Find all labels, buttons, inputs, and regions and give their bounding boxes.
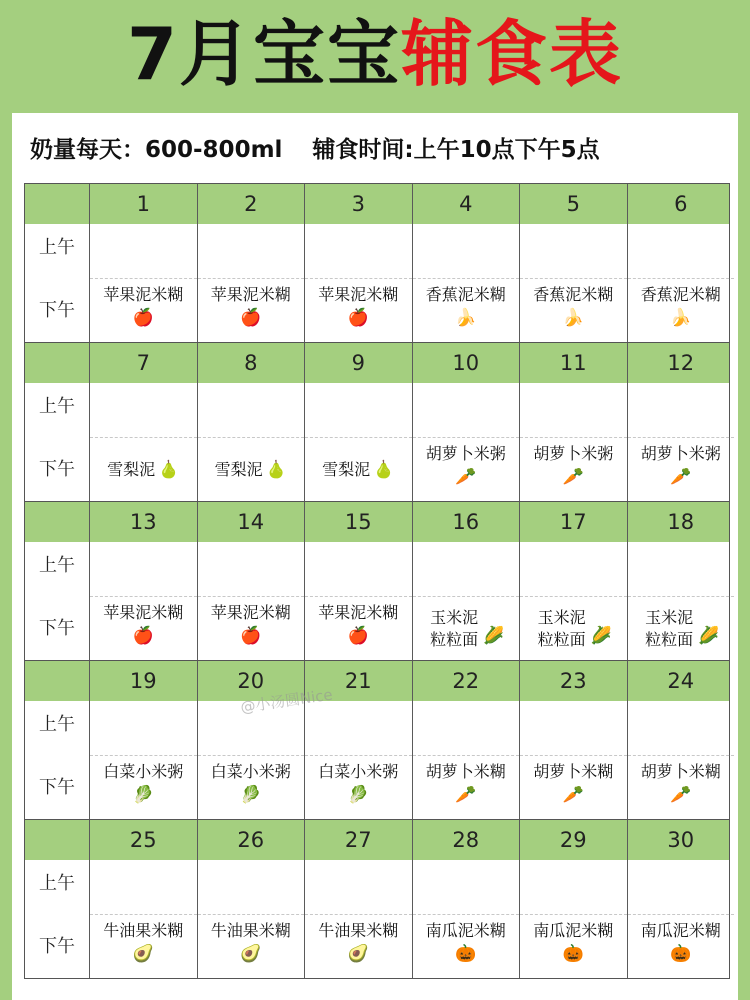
morning-meal (90, 860, 197, 915)
afternoon-meal (305, 756, 412, 819)
day-number: 22 (413, 661, 521, 701)
food-icon: 🥬 (240, 785, 262, 805)
food-icon: 🥑 (240, 944, 262, 964)
afternoon-meal (305, 438, 412, 501)
day-number: 6 (674, 192, 688, 216)
week-meals-row (25, 542, 729, 660)
week-meals-row (25, 224, 729, 342)
label-morning: 上午 (39, 873, 75, 894)
food-icon: 🥕 (562, 785, 584, 805)
afternoon-meal-text: 香蕉泥米糊 (533, 285, 614, 304)
label-morning: 上午 (39, 396, 75, 417)
afternoon-meal (198, 597, 305, 660)
morning-meal (628, 542, 735, 597)
day-column (628, 701, 735, 819)
week-meals-row (25, 383, 729, 501)
day-number: 3 (305, 184, 413, 224)
day-number: 26 (198, 820, 306, 860)
food-icon: 🍌 (670, 308, 692, 328)
day-column (628, 860, 735, 978)
food-icon: 🥕 (455, 785, 477, 805)
label-morning: 上午 (39, 555, 75, 576)
day-column (305, 383, 413, 501)
day-column (198, 542, 306, 660)
food-icon: 🍐 (373, 459, 395, 480)
food-icon: 🥕 (455, 467, 477, 487)
afternoon-meal-text: 胡萝卜米糊 (533, 762, 614, 781)
morning-meal (628, 701, 735, 756)
afternoon-meal (413, 915, 520, 978)
afternoon-meal-text: 苹果泥米糊 (318, 285, 399, 304)
afternoon-meal-text: 胡萝卜米粥 (425, 444, 506, 463)
morning-meal (413, 542, 520, 597)
day-column (520, 383, 628, 501)
morning-meal (90, 224, 197, 279)
label-afternoon: 下午 (39, 300, 75, 321)
time-labels (25, 701, 90, 819)
food-icon: 🍎 (132, 626, 154, 646)
afternoon-meal-text: 南瓜泥米糊 (640, 921, 721, 940)
morning-meal (413, 701, 520, 756)
morning-meal (413, 224, 520, 279)
week-meals-row (25, 701, 729, 819)
day-number: 2 (198, 184, 306, 224)
day-number: 7 (90, 343, 198, 383)
label-morning: 上午 (39, 237, 75, 258)
morning-meal (628, 224, 735, 279)
morning-meal (413, 860, 520, 915)
afternoon-meal-text: 胡萝卜米糊 (425, 762, 506, 781)
day-column (90, 701, 198, 819)
afternoon-meal (198, 279, 305, 342)
day-number: 1 (90, 184, 198, 224)
day-number: 9 (305, 343, 413, 383)
food-icon: 🌽 (590, 625, 612, 646)
food-icon: 🍌 (455, 308, 477, 328)
afternoon-meal (198, 915, 305, 978)
food-icon: 🎃 (455, 944, 477, 964)
morning-meal (305, 701, 412, 756)
morning-meal (198, 860, 305, 915)
afternoon-meal (90, 756, 197, 819)
food-icon: 🥬 (347, 785, 369, 805)
day-number: 29 (520, 820, 628, 860)
watermark: @小汤圆Nice (239, 685, 334, 717)
header-corner (25, 661, 90, 701)
day-number: 24 (667, 669, 695, 693)
afternoon-meal (90, 438, 197, 501)
title-part-table: 辅食表 (401, 12, 624, 96)
afternoon-meal (198, 756, 305, 819)
label-afternoon: 下午 (39, 459, 75, 480)
header-corner (25, 820, 90, 860)
morning-meal (628, 383, 735, 438)
day-column (628, 542, 735, 660)
time-labels (25, 860, 90, 978)
food-icon: 🌽 (483, 625, 505, 646)
week-header-row (25, 184, 729, 224)
day-column (520, 542, 628, 660)
week-block (25, 820, 729, 979)
time-labels (25, 542, 90, 660)
day-number: 28 (413, 820, 521, 860)
meal-calendar-grid (24, 183, 730, 979)
food-icon: 🥑 (347, 944, 369, 964)
day-column (198, 383, 306, 501)
day-number: 15 (305, 502, 413, 542)
morning-meal (520, 542, 627, 597)
day-column (413, 701, 521, 819)
afternoon-meal (520, 915, 627, 978)
day-number: 16 (413, 502, 521, 542)
day-column (413, 383, 521, 501)
food-icon: 🥑 (132, 944, 154, 964)
day-number: 13 (90, 502, 198, 542)
afternoon-meal-text: 南瓜泥米糊 (425, 921, 506, 940)
food-icon: 🍎 (240, 308, 262, 328)
food-icon: 🥕 (670, 467, 692, 487)
day-number: 19 (90, 661, 198, 701)
afternoon-meal-text: 胡萝卜米粥 (640, 444, 721, 463)
afternoon-meal-text: 胡萝卜米粥 (533, 444, 614, 463)
afternoon-meal-text: 苹果泥米糊 (210, 603, 291, 622)
day-number: 18 (667, 510, 695, 534)
afternoon-meal (198, 438, 305, 501)
afternoon-meal-text: 香蕉泥米糊 (640, 285, 721, 304)
afternoon-meal (520, 756, 627, 819)
day-column (628, 383, 735, 501)
day-column (90, 224, 198, 342)
food-icon: 🍎 (132, 308, 154, 328)
morning-meal (520, 383, 627, 438)
day-number: 17 (520, 502, 628, 542)
food-icon: 🥬 (132, 785, 154, 805)
afternoon-meal-text: 苹果泥米糊 (103, 603, 184, 622)
week-block (25, 661, 729, 820)
milk-amount-text: 奶量每天：600-800ml (30, 137, 283, 163)
food-icon: 🥕 (562, 467, 584, 487)
afternoon-meal (628, 279, 735, 342)
food-icon: 🥕 (670, 785, 692, 805)
title-part-month: 7月宝宝 (126, 12, 402, 96)
afternoon-meal-text: 雪梨泥 (214, 459, 263, 479)
day-number: 12 (667, 351, 695, 375)
time-labels (25, 224, 90, 342)
afternoon-meal (628, 756, 735, 819)
feeding-time-text: 辅食时间:上午10点下午5点 (312, 137, 600, 163)
afternoon-meal (305, 597, 412, 660)
day-number: 8 (198, 343, 306, 383)
day-number: 11 (520, 343, 628, 383)
afternoon-meal (520, 279, 627, 342)
morning-meal (520, 224, 627, 279)
label-afternoon: 下午 (39, 936, 75, 957)
afternoon-meal-text: 玉米泥粒粒面 (430, 607, 479, 649)
day-number: 10 (413, 343, 521, 383)
day-column (198, 224, 306, 342)
day-column (90, 383, 198, 501)
day-column (305, 542, 413, 660)
day-column (520, 224, 628, 342)
food-icon: 🍐 (158, 459, 180, 480)
afternoon-meal (628, 438, 735, 501)
afternoon-meal-text: 玉米泥粒粒面 (537, 607, 586, 649)
week-header-row (25, 820, 729, 860)
afternoon-meal-text: 牛油果米糊 (103, 921, 184, 940)
header-corner (25, 502, 90, 542)
morning-meal (413, 383, 520, 438)
day-column (413, 860, 521, 978)
food-icon: 🍌 (562, 308, 584, 328)
morning-meal (520, 860, 627, 915)
food-icon: 🍎 (240, 626, 262, 646)
morning-meal (305, 860, 412, 915)
afternoon-meal-text: 胡萝卜米糊 (640, 762, 721, 781)
afternoon-meal (628, 597, 735, 660)
day-number: 21 (305, 661, 413, 701)
week-header-row (25, 502, 729, 542)
day-column (305, 860, 413, 978)
morning-meal (628, 860, 735, 915)
day-number: 5 (520, 184, 628, 224)
morning-meal (90, 383, 197, 438)
food-icon: 🍎 (347, 626, 369, 646)
day-column (305, 224, 413, 342)
day-column (413, 542, 521, 660)
day-column (90, 860, 198, 978)
morning-meal (198, 542, 305, 597)
afternoon-meal-text: 南瓜泥米糊 (533, 921, 614, 940)
week-block (25, 184, 729, 343)
morning-meal (305, 224, 412, 279)
day-number: 30 (667, 828, 695, 852)
food-icon: 🍎 (347, 308, 369, 328)
week-header-row (25, 343, 729, 383)
day-column (198, 860, 306, 978)
afternoon-meal (413, 438, 520, 501)
afternoon-meal-text: 苹果泥米糊 (103, 285, 184, 304)
morning-meal (198, 224, 305, 279)
morning-meal (90, 542, 197, 597)
morning-meal (198, 383, 305, 438)
week-header-row (25, 661, 729, 701)
day-column (90, 542, 198, 660)
day-number: 4 (413, 184, 521, 224)
day-column (305, 701, 413, 819)
day-column (628, 224, 735, 342)
morning-meal (520, 701, 627, 756)
afternoon-meal (628, 915, 735, 978)
afternoon-meal (520, 438, 627, 501)
food-icon: 🎃 (670, 944, 692, 964)
afternoon-meal (413, 279, 520, 342)
afternoon-meal (413, 597, 520, 660)
morning-meal (305, 542, 412, 597)
morning-meal (90, 701, 197, 756)
afternoon-meal-text: 牛油果米糊 (210, 921, 291, 940)
afternoon-meal-text: 牛油果米糊 (318, 921, 399, 940)
label-morning: 上午 (39, 714, 75, 735)
food-icon: 🌽 (698, 625, 720, 646)
afternoon-meal-text: 白菜小米粥 (318, 762, 399, 781)
week-block (25, 343, 729, 502)
afternoon-meal (90, 915, 197, 978)
afternoon-meal (90, 279, 197, 342)
afternoon-meal (413, 756, 520, 819)
afternoon-meal-text: 雪梨泥 (322, 459, 371, 479)
afternoon-meal-text: 玉米泥粒粒面 (645, 607, 694, 649)
afternoon-meal (520, 597, 627, 660)
week-meals-row (25, 860, 729, 978)
afternoon-meal-text: 香蕉泥米糊 (425, 285, 506, 304)
label-afternoon: 下午 (39, 618, 75, 639)
day-column (520, 860, 628, 978)
label-afternoon: 下午 (39, 777, 75, 798)
header-corner (25, 184, 90, 224)
day-number: 23 (520, 661, 628, 701)
subtitle (30, 130, 730, 170)
day-number: 25 (90, 820, 198, 860)
time-labels (25, 383, 90, 501)
morning-meal (305, 383, 412, 438)
day-column (198, 701, 306, 819)
header-corner (25, 343, 90, 383)
afternoon-meal-text: 白菜小米粥 (210, 762, 291, 781)
food-icon: 🎃 (562, 944, 584, 964)
day-column (413, 224, 521, 342)
afternoon-meal (90, 597, 197, 660)
afternoon-meal-text: 白菜小米粥 (103, 762, 184, 781)
day-number: 20 (198, 661, 306, 701)
page-title (0, 4, 750, 104)
food-icon: 🍐 (265, 459, 287, 480)
day-column (520, 701, 628, 819)
week-block (25, 502, 729, 661)
afternoon-meal (305, 279, 412, 342)
day-number: 14 (198, 502, 306, 542)
afternoon-meal-text: 苹果泥米糊 (318, 603, 399, 622)
afternoon-meal-text: 雪梨泥 (107, 459, 156, 479)
afternoon-meal-text: 苹果泥米糊 (210, 285, 291, 304)
day-number: 27 (305, 820, 413, 860)
afternoon-meal (305, 915, 412, 978)
